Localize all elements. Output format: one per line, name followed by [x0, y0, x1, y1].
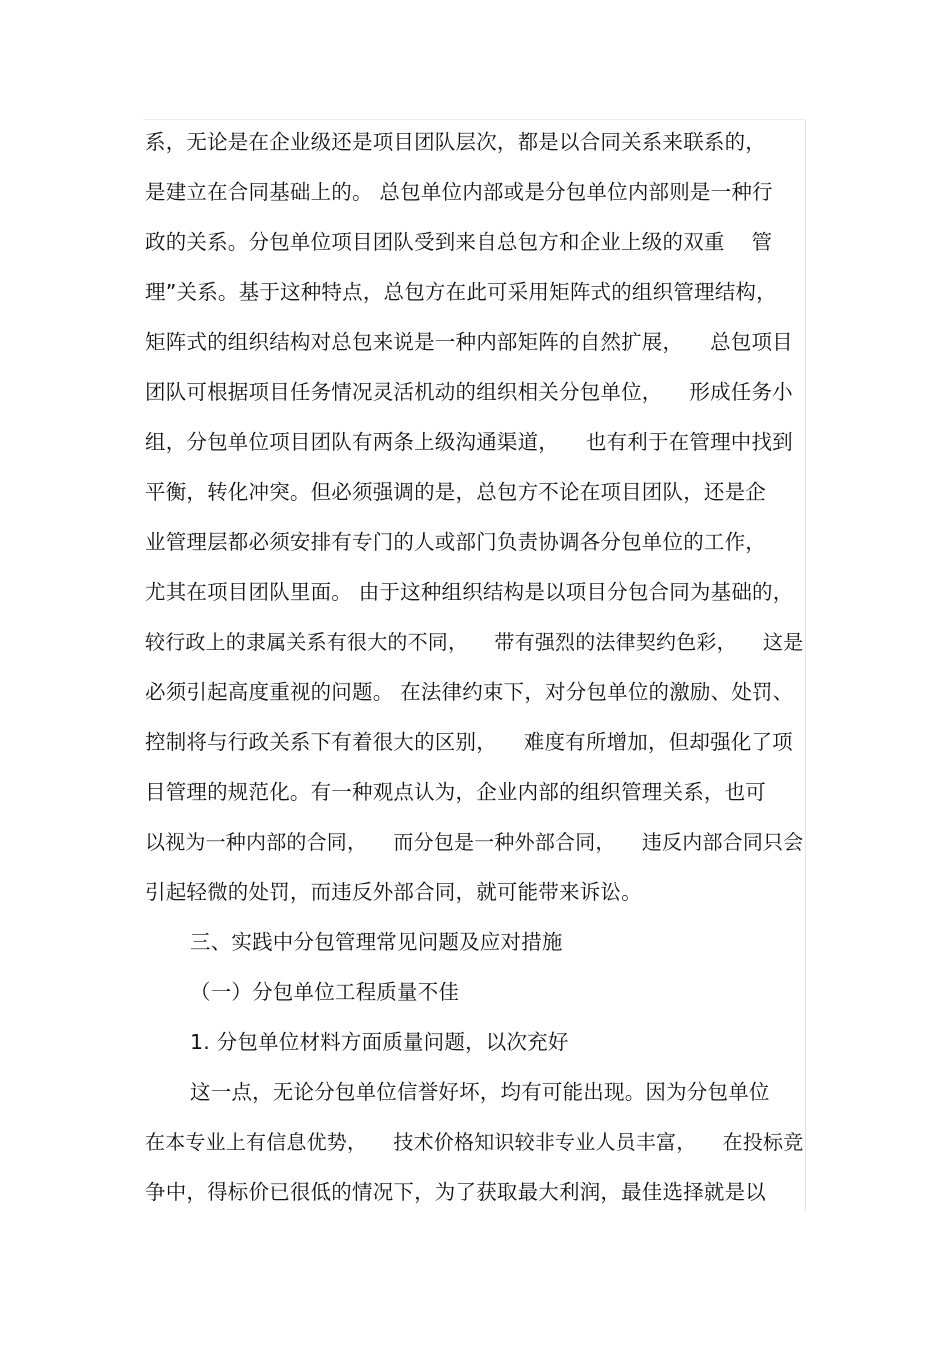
- numbered-item: 1. 分包单位材料方面质量问题，以次充好: [190, 1030, 569, 1054]
- body-line: 以视为一种内部的合同， 而分包是一种外部合同， 违反内部合同只会: [145, 830, 804, 854]
- subsection-heading: （一）分包单位工程质量不佳: [190, 980, 460, 1004]
- body-line: 平衡，转化冲突。但必须强调的是，总包方不论在项目团队，还是企: [145, 480, 766, 504]
- body-line: 业管理层都必须安排有专门的人或部门负责协调各分包单位的工作，: [145, 530, 766, 554]
- paragraph-first-line: 这一点，无论分包单位信誉好坏，均有可能出现。因为分包单位: [190, 1080, 770, 1104]
- body-line: 是建立在合同基础上的。 总包单位内部或是分包单位内部则是一种行: [145, 180, 773, 204]
- body-line: 目管理的规范化。有一种观点认为，企业内部的组织管理关系，也可: [145, 780, 766, 804]
- body-line: 引起轻微的处罚，而违反外部合同，就可能带来诉讼。: [145, 880, 642, 904]
- body-line: 较行政上的隶属关系有很大的不同， 带有强烈的法律契约色彩， 这是: [145, 630, 804, 654]
- paragraph-line: 争中，得标价已很低的情况下，为了获取最大利润，最佳选择就是以: [145, 1180, 766, 1204]
- body-line: 政的关系。分包单位项目团队受到来自总包方和企业上级的双重 管: [145, 230, 773, 254]
- body-line: 系，无论是在企业级还是项目团队层次，都是以合同关系来联系的，: [145, 130, 766, 154]
- body-line: 理”关系。基于这种特点，总包方在此可采用矩阵式的组织管理结构，: [145, 280, 777, 304]
- body-line: 矩阵式的组织结构对总包来说是一种内部矩阵的自然扩展， 总包项目: [145, 330, 793, 354]
- body-line: 组，分包单位项目团队有两条上级沟通渠道， 也有利于在管理中找到: [145, 430, 793, 454]
- body-line: 尤其在项目团队里面。 由于这种组织结构是以项目分包合同为基础的，: [145, 580, 794, 604]
- body-line: 必须引起高度重视的问题。 在法律约束下，对分包单位的激励、处罚、: [145, 680, 794, 704]
- body-line: 团队可根据项目任务情况灵活机动的组织相关分包单位， 形成任务小: [145, 380, 793, 404]
- body-line: 控制将与行政关系下有着很大的区别， 难度有所增加，但却强化了项: [145, 730, 793, 754]
- paragraph-line: 在本专业上有信息优势， 技术价格知识较非专业人员丰富， 在投标竞: [145, 1130, 804, 1154]
- section-heading: 三、实践中分包管理常见问题及应对措施: [190, 930, 563, 954]
